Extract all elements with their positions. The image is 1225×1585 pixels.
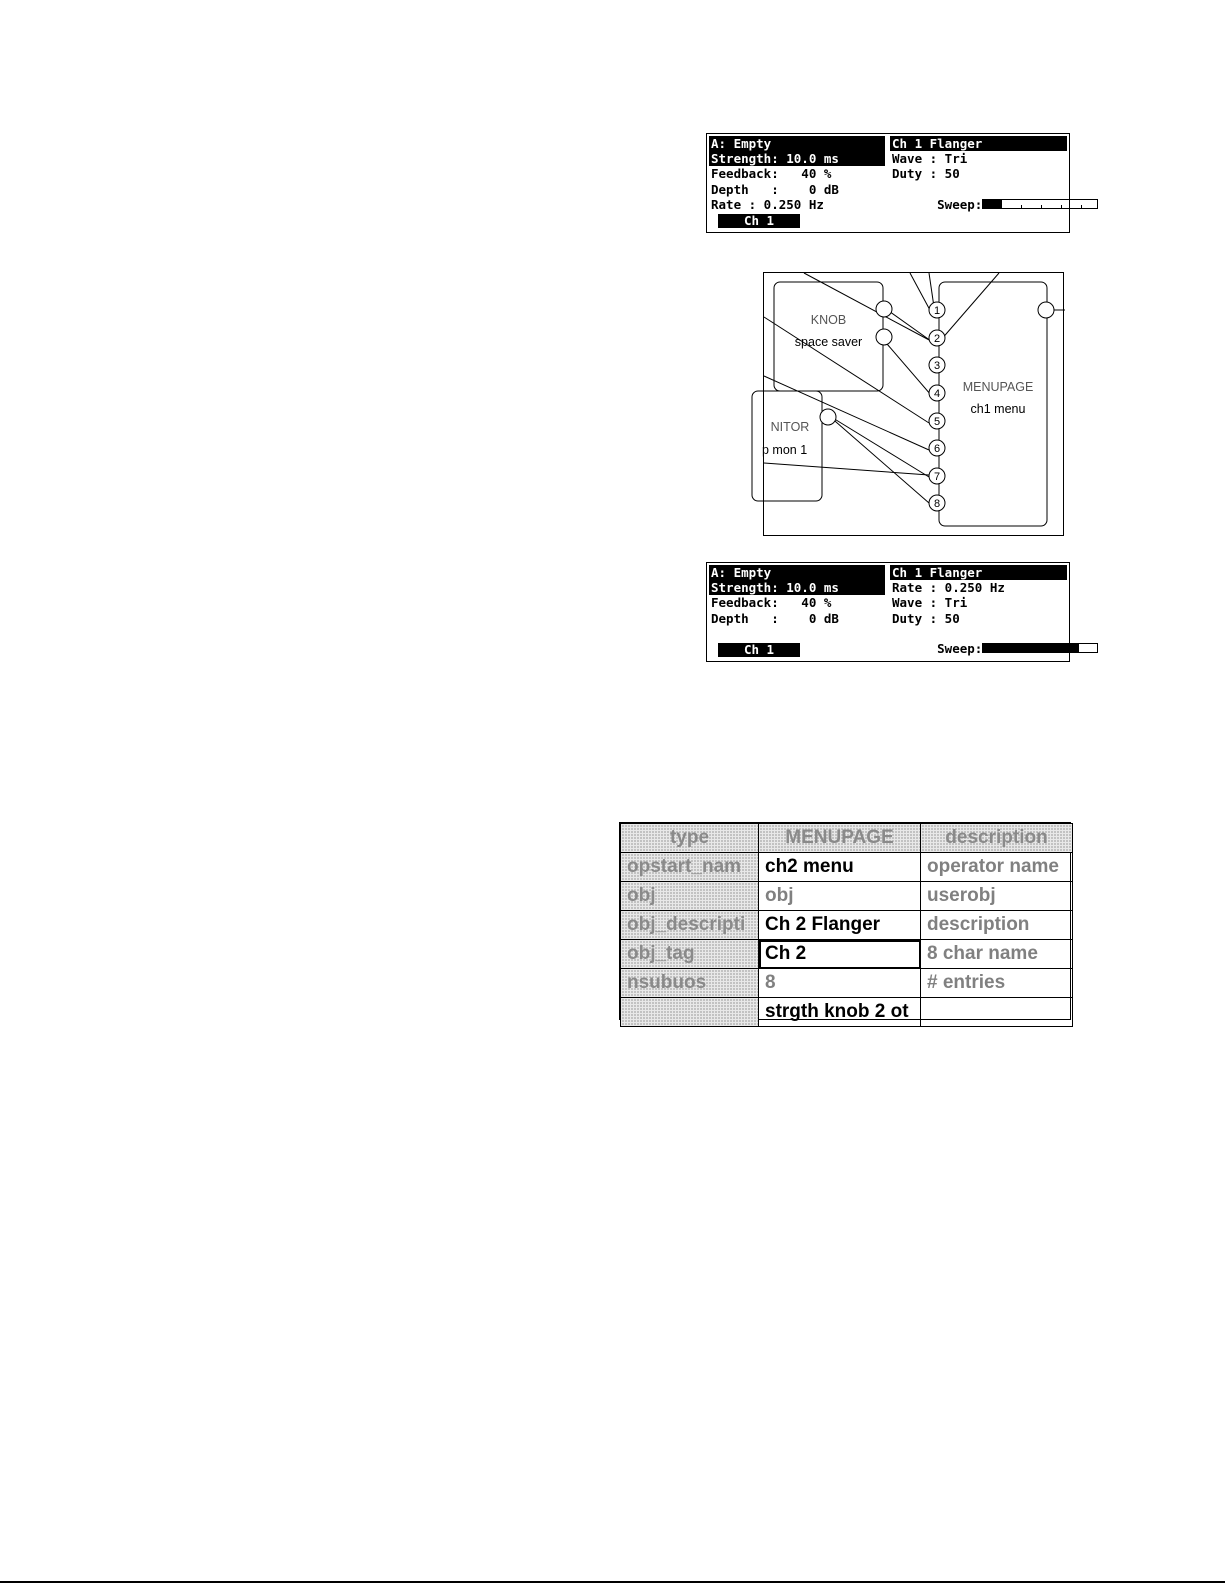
description-cell: description bbox=[921, 911, 1073, 940]
description-cell: operator name bbox=[921, 853, 1073, 882]
value-cell[interactable]: obj bbox=[759, 882, 921, 911]
wire bbox=[828, 415, 929, 477]
sheet-row bbox=[621, 998, 1073, 1027]
lcd1-preset-name: A: Empty bbox=[709, 136, 885, 151]
input-port-label-8: 8 bbox=[933, 498, 941, 510]
lcd1-sweep-bar[interactable] bbox=[982, 199, 1098, 209]
field-name-cell: nsubuos bbox=[621, 969, 759, 998]
lcd1-channel-tab[interactable]: Ch 1 bbox=[718, 214, 800, 228]
lcd2-feedback-row[interactable]: Feedback: 40 % bbox=[711, 595, 832, 611]
lcd2-sweep-label: Sweep: bbox=[937, 640, 983, 656]
value-cell[interactable]: 8 bbox=[759, 969, 921, 998]
input-port-label-4: 4 bbox=[933, 388, 941, 400]
lcd2-depth-row[interactable]: Depth : 0 dB bbox=[711, 610, 839, 626]
description-cell: # entries bbox=[921, 969, 1073, 998]
property-sheet bbox=[619, 822, 1071, 1020]
menupage-output-port bbox=[1038, 302, 1054, 318]
lcd1-duty-row[interactable]: Duty : 50 bbox=[892, 166, 960, 182]
lcd2-channel-tab[interactable]: Ch 1 bbox=[718, 643, 800, 657]
wire bbox=[910, 273, 931, 312]
sheet-row bbox=[621, 853, 1073, 882]
monitor-name-label: p mon 1 bbox=[762, 443, 808, 457]
input-port-label-5: 5 bbox=[933, 416, 941, 428]
wire bbox=[764, 317, 929, 423]
sheet-row bbox=[621, 882, 1073, 911]
lcd2-left-column bbox=[709, 565, 885, 626]
lcd-screen-2 bbox=[706, 562, 1070, 662]
sheet-row bbox=[621, 911, 1073, 940]
header-type: type bbox=[621, 824, 759, 853]
input-port-label-2: 2 bbox=[933, 333, 941, 345]
lcd-screen-1 bbox=[706, 133, 1070, 233]
description-cell bbox=[921, 998, 1073, 1027]
lcd2-sweep-bar[interactable] bbox=[982, 643, 1098, 653]
lcd1-rate-row[interactable]: Rate : 0.250 Hz bbox=[711, 196, 824, 212]
lcd1-left-column bbox=[709, 136, 885, 212]
lcd2-sweep-row[interactable] bbox=[890, 626, 1067, 656]
description-cell: 8 char name bbox=[921, 940, 1073, 969]
field-name-cell: opstart_nam bbox=[621, 853, 759, 882]
wire bbox=[881, 337, 931, 395]
lcd1-menu-title: Ch 1 Flanger bbox=[890, 136, 1067, 151]
input-port-label-6: 6 bbox=[933, 443, 941, 455]
lcd1-sweep-label: Sweep: bbox=[937, 196, 983, 212]
field-name-cell bbox=[621, 998, 759, 1027]
header-description: description bbox=[921, 824, 1073, 853]
value-cell[interactable]: Ch 2 Flanger bbox=[759, 911, 921, 940]
lcd1-strength-row[interactable]: Strength: 10.0 ms bbox=[709, 151, 885, 166]
description-cell: userobj bbox=[921, 882, 1073, 911]
lcd2-rate-row[interactable]: Rate : 0.250 Hz bbox=[892, 580, 1005, 596]
menupage-name-label: ch1 menu bbox=[970, 402, 1026, 416]
sheet-row bbox=[621, 969, 1073, 998]
lcd2-preset-name: A: Empty bbox=[709, 565, 885, 580]
header-menupage: MENUPAGE bbox=[759, 824, 921, 853]
page-bottom-rule bbox=[0, 1581, 1225, 1583]
lcd1-sweep-row[interactable] bbox=[890, 182, 1067, 212]
input-port-label-7: 7 bbox=[933, 471, 941, 483]
lcd2-strength-row[interactable]: Strength: 10.0 ms bbox=[709, 580, 885, 595]
lcd1-feedback-row[interactable]: Feedback: 40 % bbox=[711, 166, 832, 182]
wire bbox=[804, 273, 931, 341]
field-name-cell: obj_tag bbox=[621, 940, 759, 969]
input-port-label-3: 3 bbox=[933, 360, 941, 372]
value-cell[interactable]: ch2 menu bbox=[759, 853, 921, 882]
field-name-cell: obj bbox=[621, 882, 759, 911]
knob-name-label: space saver bbox=[794, 335, 863, 349]
value-cell[interactable]: strgth knob 2 ot bbox=[759, 998, 921, 1027]
sheet-header-row bbox=[621, 824, 1073, 853]
monitor-output-port bbox=[820, 409, 836, 425]
wire bbox=[886, 309, 931, 341]
lcd2-menu-title: Ch 1 Flanger bbox=[890, 565, 1067, 580]
lcd1-right-column bbox=[890, 136, 1067, 212]
lcd2-duty-row[interactable]: Duty : 50 bbox=[892, 610, 960, 626]
wire bbox=[764, 463, 929, 475]
lcd1-wave-row[interactable]: Wave : Tri bbox=[892, 151, 968, 167]
lcd2-right-column bbox=[890, 565, 1067, 656]
input-port-label-1: 1 bbox=[933, 305, 941, 317]
field-name-cell: obj_descripti bbox=[621, 911, 759, 940]
wire bbox=[828, 415, 929, 503]
lcd2-wave-row[interactable]: Wave : Tri bbox=[892, 595, 968, 611]
wire bbox=[764, 376, 929, 450]
monitor-type-label: NITOR bbox=[770, 420, 810, 434]
wire bbox=[940, 273, 999, 341]
wire bbox=[929, 273, 934, 307]
knob-type-label: KNOB bbox=[810, 313, 847, 327]
selected-value-cell[interactable]: Ch 2 bbox=[759, 940, 921, 969]
patch-diagram bbox=[763, 272, 1064, 536]
sheet-row bbox=[621, 940, 1073, 969]
lcd1-depth-row[interactable]: Depth : 0 dB bbox=[711, 181, 839, 197]
menupage-type-label: MENUPAGE bbox=[962, 380, 1034, 394]
